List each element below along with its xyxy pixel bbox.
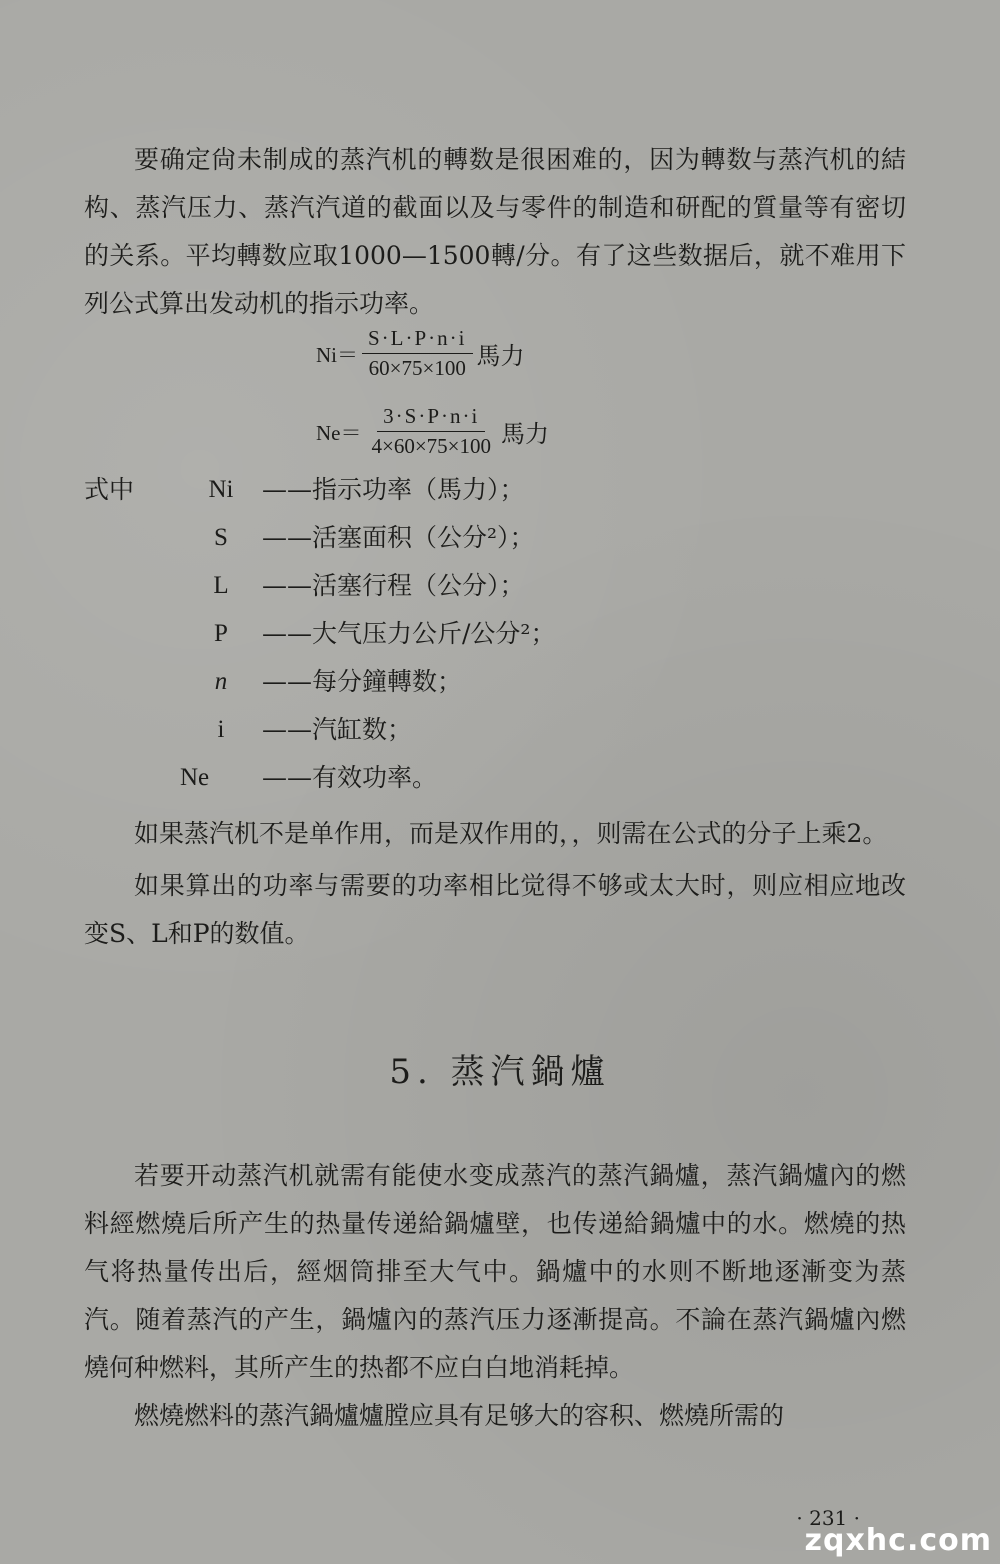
symbol: P xyxy=(214,620,228,647)
formula-numerator: S·L·P·n·i xyxy=(362,326,473,354)
symbol: Ni xyxy=(208,476,234,503)
symbol: Ne xyxy=(180,764,210,791)
text-block-middle xyxy=(84,810,906,958)
text-block-top xyxy=(84,136,906,328)
symbol: n xyxy=(214,668,228,695)
section-heading: 5. 蒸汽鍋爐 xyxy=(389,1052,611,1092)
symbol: L xyxy=(213,572,229,599)
definition-row xyxy=(84,562,555,610)
formula-numerator: 3·S·P·n·i xyxy=(377,404,485,432)
formula-denominator: 4×60×75×100 xyxy=(371,434,492,458)
site-watermark: zqxhc.com xyxy=(804,1523,992,1558)
formula-lhs: Ne＝ xyxy=(316,420,362,445)
symbol-description: ——大气压力公斤/公分²； xyxy=(262,619,556,648)
paragraph-rpm: 要确定尙未制成的蒸汽机的轉数是很困难的，因为轉数与蒸汽机的結构、蒸汽压力、蒸汽汽道的截面以及与零件的制造和研配的質量等有密切的关系。平均轉数应取1000—1500轉/分。有了这些数据后，就不难用下列公式算出发动机的指示功率。 xyxy=(84,145,906,318)
symbol-description: ——活塞面积（公分²）； xyxy=(262,523,535,552)
formula-indicated-power xyxy=(316,326,525,381)
symbol-description: ——每分鐘轉数； xyxy=(262,667,463,696)
formula-unit: 馬力 xyxy=(476,342,525,370)
symbol-description: ——指示功率（馬力）； xyxy=(262,475,525,504)
formula-unit: 馬力 xyxy=(501,420,550,448)
symbol-definitions xyxy=(84,466,555,802)
definition-row xyxy=(84,706,555,754)
symbol-description: ——汽缸数； xyxy=(262,715,413,744)
definitions-lead: 式中 xyxy=(84,475,135,504)
text-block-bottom xyxy=(84,1152,906,1440)
definition-row xyxy=(84,466,555,514)
definition-row xyxy=(84,610,555,658)
formula-fraction xyxy=(366,404,498,459)
formula-fraction xyxy=(362,326,473,381)
definition-row xyxy=(84,658,555,706)
formula-denominator: 60×75×100 xyxy=(368,356,466,380)
paragraph-double-acting: 如果蒸汽机不是单作用，而是双作用的，，则需在公式的分子上乘2。 xyxy=(134,819,888,848)
paragraph-boiler: 若要开动蒸汽机就需有能使水变成蒸汽的蒸汽鍋爐，蒸汽鍋爐內的燃料經燃燒后所产生的热量传递給鍋爐壁，也传递給鍋爐中的水。燃燒的热气将热量传出后，經烟筒排至大气中。鍋爐中的水则不断地逐漸变为蒸汽。随着蒸汽的产生，鍋爐內的蒸汽压力逐漸提高。不論在蒸汽鍋爐內燃燒何种燃料，其所产生的热都不应白白地消耗掉。 xyxy=(84,1161,906,1382)
symbol: S xyxy=(214,524,228,551)
symbol: i xyxy=(217,716,225,743)
definition-row xyxy=(84,514,555,562)
symbol-description: ——有效功率。 xyxy=(262,763,438,792)
formula-effective-power xyxy=(316,404,549,459)
page-number: · 231 · xyxy=(796,1506,860,1530)
symbol-description: ——活塞行程（公分）； xyxy=(262,571,525,600)
formula-lhs: Ni＝ xyxy=(316,342,358,367)
definition-row xyxy=(84,754,555,802)
paragraph-adjust: 如果算出的功率与需要的功率相比觉得不够或太大时，则应相应地改变S、L和P的数值。 xyxy=(84,871,906,948)
paragraph-furnace: 燃燒燃料的蒸汽鍋爐爐膛应具有足够大的容积、燃燒所需的 xyxy=(134,1401,785,1430)
